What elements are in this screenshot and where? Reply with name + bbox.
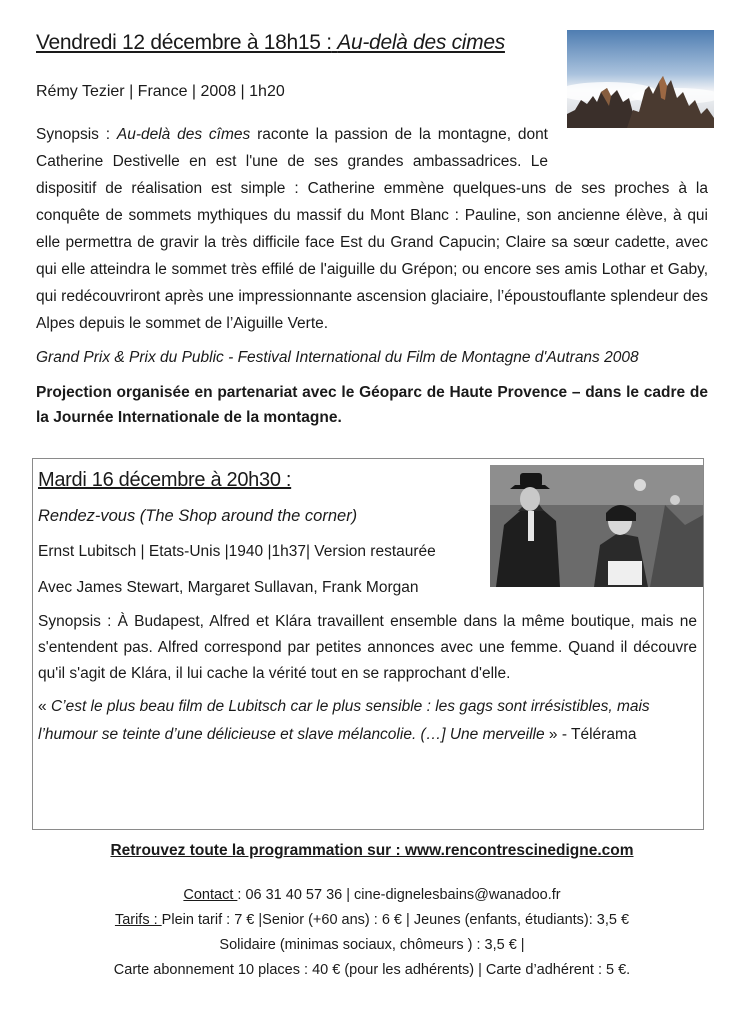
event-2-synopsis: Synopsis : À Budapest, Alfred et Klára travaillent ensemble dans la même boutique, mais ne s'entendent pas. Alfred correspond par petites annonces avec une femme. Quand il découvre qu'il s'agit de Klára, il lui cache la vérité tout en se rapprochant d'elle. bbox=[38, 613, 697, 682]
carte-line: Carte abonnement 10 places : 40 € (pour les adhérents) | Carte d’adhérent : 5 €. bbox=[113, 962, 631, 978]
event-1-date: Vendredi 12 décembre à 18h15 : bbox=[36, 31, 332, 54]
tarifs-line bbox=[36, 908, 708, 933]
solidaire-line: Solidaire (minimas sociaux, chômeurs ) : 3,5 € | bbox=[219, 937, 525, 953]
program-link[interactable]: Retrouvez toute la programmation sur : www.rencontrescinedigne.com bbox=[110, 842, 634, 859]
event-1-award: Grand Prix & Prix du Public - Festival International du Film de Montagne d'Autrans 2008 bbox=[36, 349, 639, 366]
event-1 bbox=[36, 30, 708, 430]
event-2-cast: Avec James Stewart, Margaret Sullavan, Frank Morgan bbox=[38, 579, 419, 596]
event-2-box bbox=[32, 458, 704, 830]
quote-open: « bbox=[38, 698, 51, 715]
quote-text: C’est le plus beau film de Lubitsch car le plus sensible : les gags sont irrésistibles, mais l’humour se teinte d’une délicieuse et slave mélancolie. (…] Une merveille bbox=[38, 698, 650, 743]
quote-source: » - Télérama bbox=[544, 726, 637, 743]
event-2-title: Mardi 16 décembre à 20h30 : bbox=[38, 469, 292, 491]
footer bbox=[36, 840, 708, 983]
event-1-synopsis-film: Au-delà des cîmes bbox=[116, 126, 251, 143]
tarifs-text: Plein tarif : 7 € |Senior (+60 ans) : 6 € | Jeunes (enfants, étudiants): 3,5 € bbox=[161, 912, 630, 928]
event-2-meta: Ernst Lubitsch | Etats-Unis |1940 |1h37| Version restaurée bbox=[38, 543, 436, 560]
mountain-photo bbox=[567, 30, 714, 128]
event-2-film-title: Rendez-vous (The Shop around the corner) bbox=[38, 507, 358, 525]
event-1-partner: Projection organisée en partenariat avec le Géoparc de Haute Provence – dans le cadre de la Journée Internationale de la montagne. bbox=[36, 384, 708, 426]
event-2-review-quote bbox=[38, 693, 697, 749]
event-1-film-title: Au-delà des cimes bbox=[337, 31, 505, 54]
contact-line bbox=[36, 883, 708, 908]
film-still-photo bbox=[490, 465, 703, 587]
contact-label: Contact bbox=[183, 887, 238, 903]
contact-text: : 06 31 40 57 36 | cine-dignelesbains@wanadoo.fr bbox=[237, 887, 561, 903]
event-1-synopsis-text: raconte la passion de la montagne, dont Catherine Destivelle en est l'une de ses grandes ambassadrices. Le dispositif de réalisation est simple : Catherine emmène quelques-uns de ses proches à la conquête de sommets mythiques du massif du Mont Blanc : Pauline, son ancienne élève, à qui elle permettra de gravir la très difficile face Est du Grand Capucin; Claire sa sœur cadette, avec qui elle atteindra le sommet très effilé de l'aiguille du Grépon; ou encore ses amis Lothar et Gaby, qui redécouvriront après une impressionnante ascension glaciaire, l’époustouflante splendeur des Alpes depuis le sommet de l’Aiguille Verte. bbox=[36, 126, 708, 332]
tarifs-label: Tarifs : bbox=[114, 912, 162, 928]
event-1-meta: Rémy Tezier | France | 2008 | 1h20 bbox=[36, 83, 285, 100]
event-1-synopsis-label: Synopsis : bbox=[36, 126, 117, 143]
event-1-synopsis bbox=[36, 121, 708, 337]
